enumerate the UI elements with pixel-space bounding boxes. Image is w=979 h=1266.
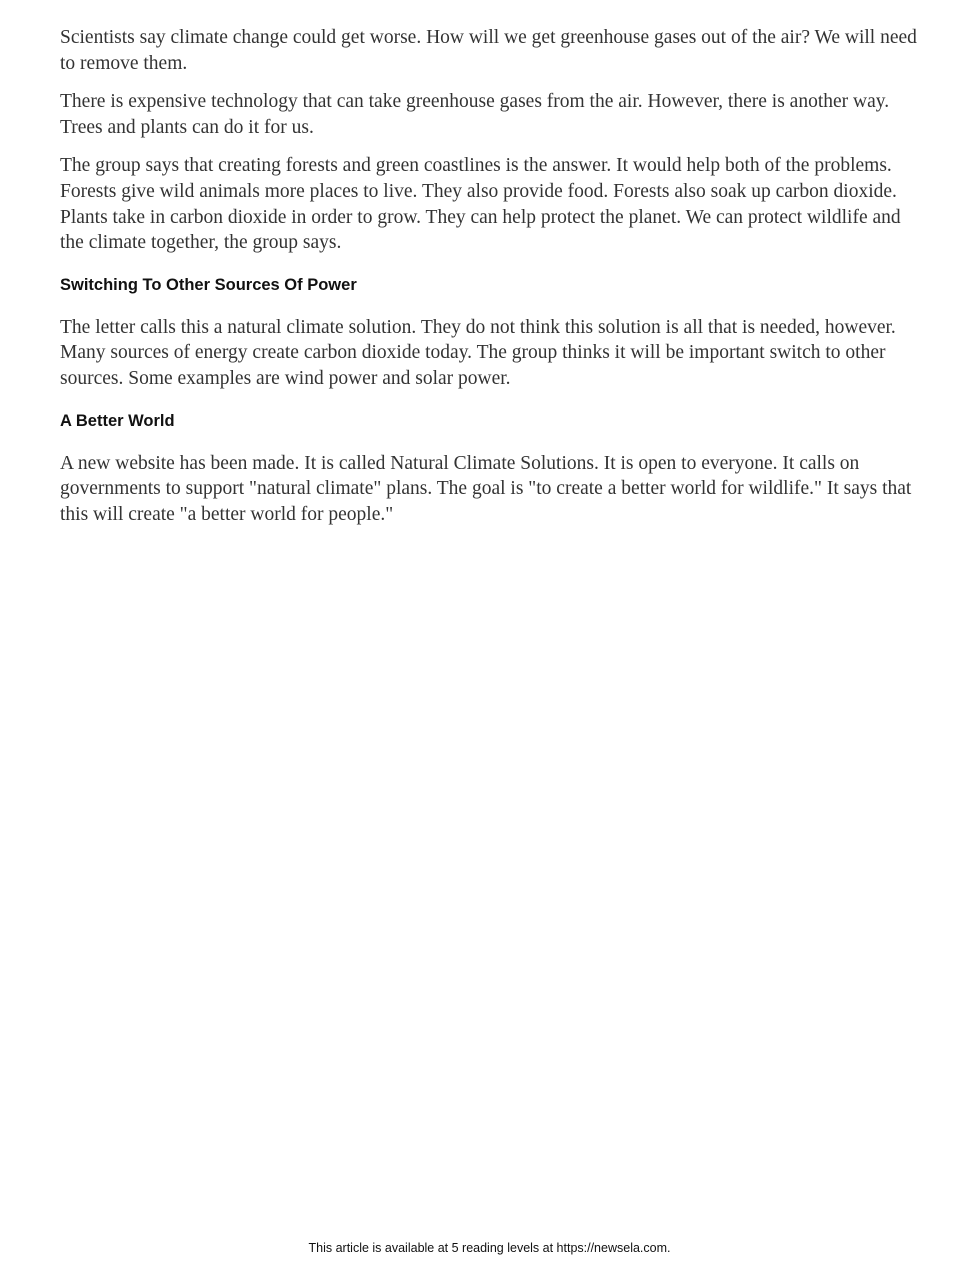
paragraph-climate-change: Scientists say climate change could get worse. How will we get greenhouse gases out of the air? We will need to remove them.: [60, 27, 917, 74]
paragraph-better-world: A new website has been made. It is called Natural Climate Solutions. It is open to everyone. It calls on governments to support "natural climate" plans. The goal is "to create a better world for wildlife." It says that this will create "a better world for people.": [60, 452, 912, 525]
section-heading-power: Switching To Other Sources Of Power: [60, 275, 357, 294]
section-heading-better-world: A Better World: [60, 411, 175, 430]
page-footer: This article is available at 5 reading levels at https://newsela.com.: [308, 1241, 671, 1255]
paragraph-forests: The group says that creating forests and green coastlines is the answer. It would help both of the problems. Forests give wild animals more places to live. They also provide food. Forests also soak up carbon dioxide. Plants take in carbon dioxide in order to grow. They can help protect the planet. We can protect wildlife and the climate together, the group says.: [60, 155, 901, 254]
paragraph-technology: There is expensive technology that can take greenhouse gases from the air. However, there is another way. Trees and plants can do it for us.: [60, 91, 890, 138]
article-body: [60, 25, 922, 540]
paragraph-power: The letter calls this a natural climate solution. They do not think this solution is all that is needed, however. Many sources of energy create carbon dioxide today. The group thinks it will be important switch to other sources. Some examples are wind power and solar power.: [60, 316, 896, 389]
